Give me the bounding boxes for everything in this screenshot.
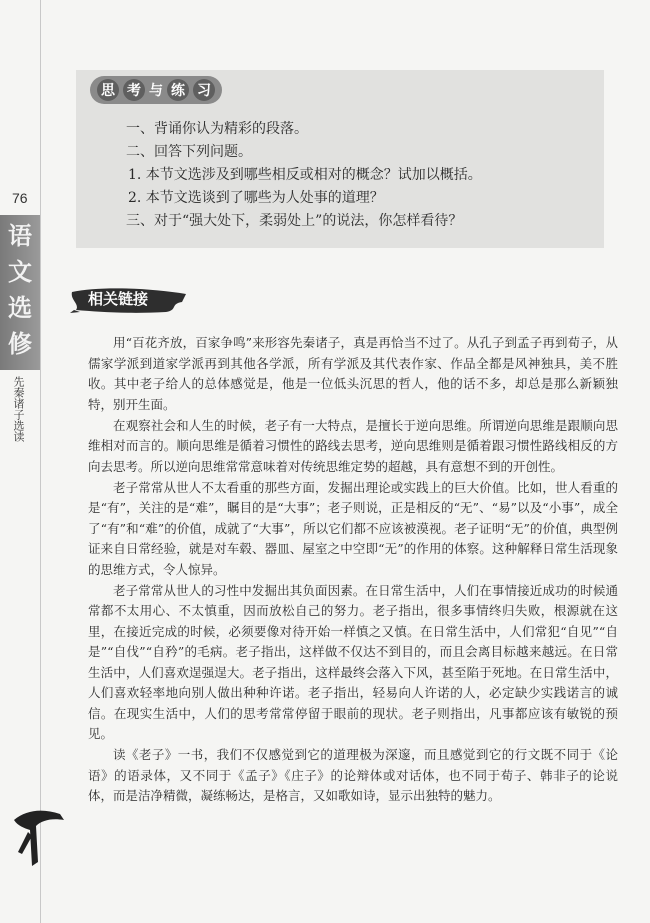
exercise-list: [126, 118, 596, 233]
ink-figure-icon: [8, 800, 68, 870]
exercise-item: 三、对于“强大处下，柔弱处上”的说法，你怎样看待？: [126, 213, 463, 229]
exercise-item: 二、回答下列问题。: [126, 144, 252, 160]
side-title: [5, 222, 35, 358]
exercise-item: 2. 本节文选谈到了哪些为人处事的道理？: [128, 190, 384, 206]
page-number: 76: [12, 190, 28, 206]
side-subtitle: 先秦诸子选读: [12, 376, 25, 442]
exercise-header-char: 习: [193, 79, 215, 101]
related-link-title: 相关链接: [88, 290, 149, 308]
paragraph: 老子常常从世人不太看重的那些方面，发掘出理论或实践上的巨大价值。比如，世人看重的是“有”，关注的是“难”，瞩目的是“大事”；老子则说，正是相反的“无”、“易”以及“小事”，成全了“有”和“难”的价值，成就了“大事”，所以它们都不应该被漠视。老子证明“无”的价值，典型例证来自日常经验，就是对车毂、器皿、屋室之中空即“无”的作用的体察。这种解释日常生活现象的思维方式，令人惊异。: [88, 479, 618, 577]
exercise-header-char: 练: [167, 79, 189, 101]
exercise-header: [90, 76, 222, 104]
paragraph: 读《老子》一书，我们不仅感觉到它的道理极为深邃，而且感觉到它的行文既不同于《论语》的语录体，又不同于《孟子》《庄子》的论辩体或对话体，也不同于荀子、韩非子的论说体，而是洁净精微，凝练畅达，是格言，又如歌如诗，显示出独特的魅力。: [88, 747, 618, 803]
exercise-header-char: 与: [149, 83, 163, 99]
paragraph: 老子常常从世人的习性中发掘出其负面因素。在日常生活中，人们在事情接近成功的时候通常都不太用心、不太慎重，因而放松自己的努力。老子指出，很多事情终归失败，根源就在这里，在接近完成的时候，必须要像对待开始一样慎之又慎。在日常生活中，人们常犯“自见”“自是”“自伐”“自矜”的毛病。老子指出，这样做不仅达不到目的，而且会离目标越来越远。在日常生活中，人们喜欢逞强逞大。老子指出，这样最终会落入下风，甚至陷于死地。在日常生活中，人们喜欢轻率地向别人做出种种许诺。老子指出，轻易向人许诺的人，必定缺少实践诺言的诚信。在现实生活中，人们的思考常常停留于眼前的现状。老子则指出，凡事都应该有敏锐的预见。: [88, 582, 618, 741]
exercise-header-char: 考: [123, 79, 145, 101]
side-title-char: 选: [8, 293, 32, 322]
side-title-char: 修: [8, 329, 32, 358]
side-title-char: 文: [8, 257, 32, 286]
exercise-item: 一、背诵你认为精彩的段落。: [126, 121, 308, 137]
article-body: [88, 333, 618, 807]
exercise-header-char: 思: [97, 79, 119, 101]
side-title-char: 语: [8, 221, 32, 250]
paragraph: 在观察社会和人生的时候，老子有一大特点，是擅长于逆向思维。所谓逆向思维是跟顺向思维相对而言的。顺向思维是循着习惯性的路线去思考，逆向思维则是循着跟习惯性路线相反的方向去思考。所以逆向思维常常意味着对传统思维定势的超越，具有意想不到的开创性。: [88, 417, 618, 474]
paragraph: 用“百花齐放，百家争鸣”来形容先秦诸子，真是再恰当不过了。从孔子到孟子再到荀子，从儒家学派到道家学派再到其他各学派，所有学派及其代表作家、作品全都是风神独具，美不胜收。其中老子给人的总体感觉是，他是一位低头沉思的哲人，他的话不多，却总是那么新颖独特，别开生面。: [88, 335, 618, 412]
exercise-item: 1. 本节文选涉及到哪些相反或相对的概念？试加以概括。: [128, 167, 482, 183]
margin-divider: [40, 0, 41, 923]
